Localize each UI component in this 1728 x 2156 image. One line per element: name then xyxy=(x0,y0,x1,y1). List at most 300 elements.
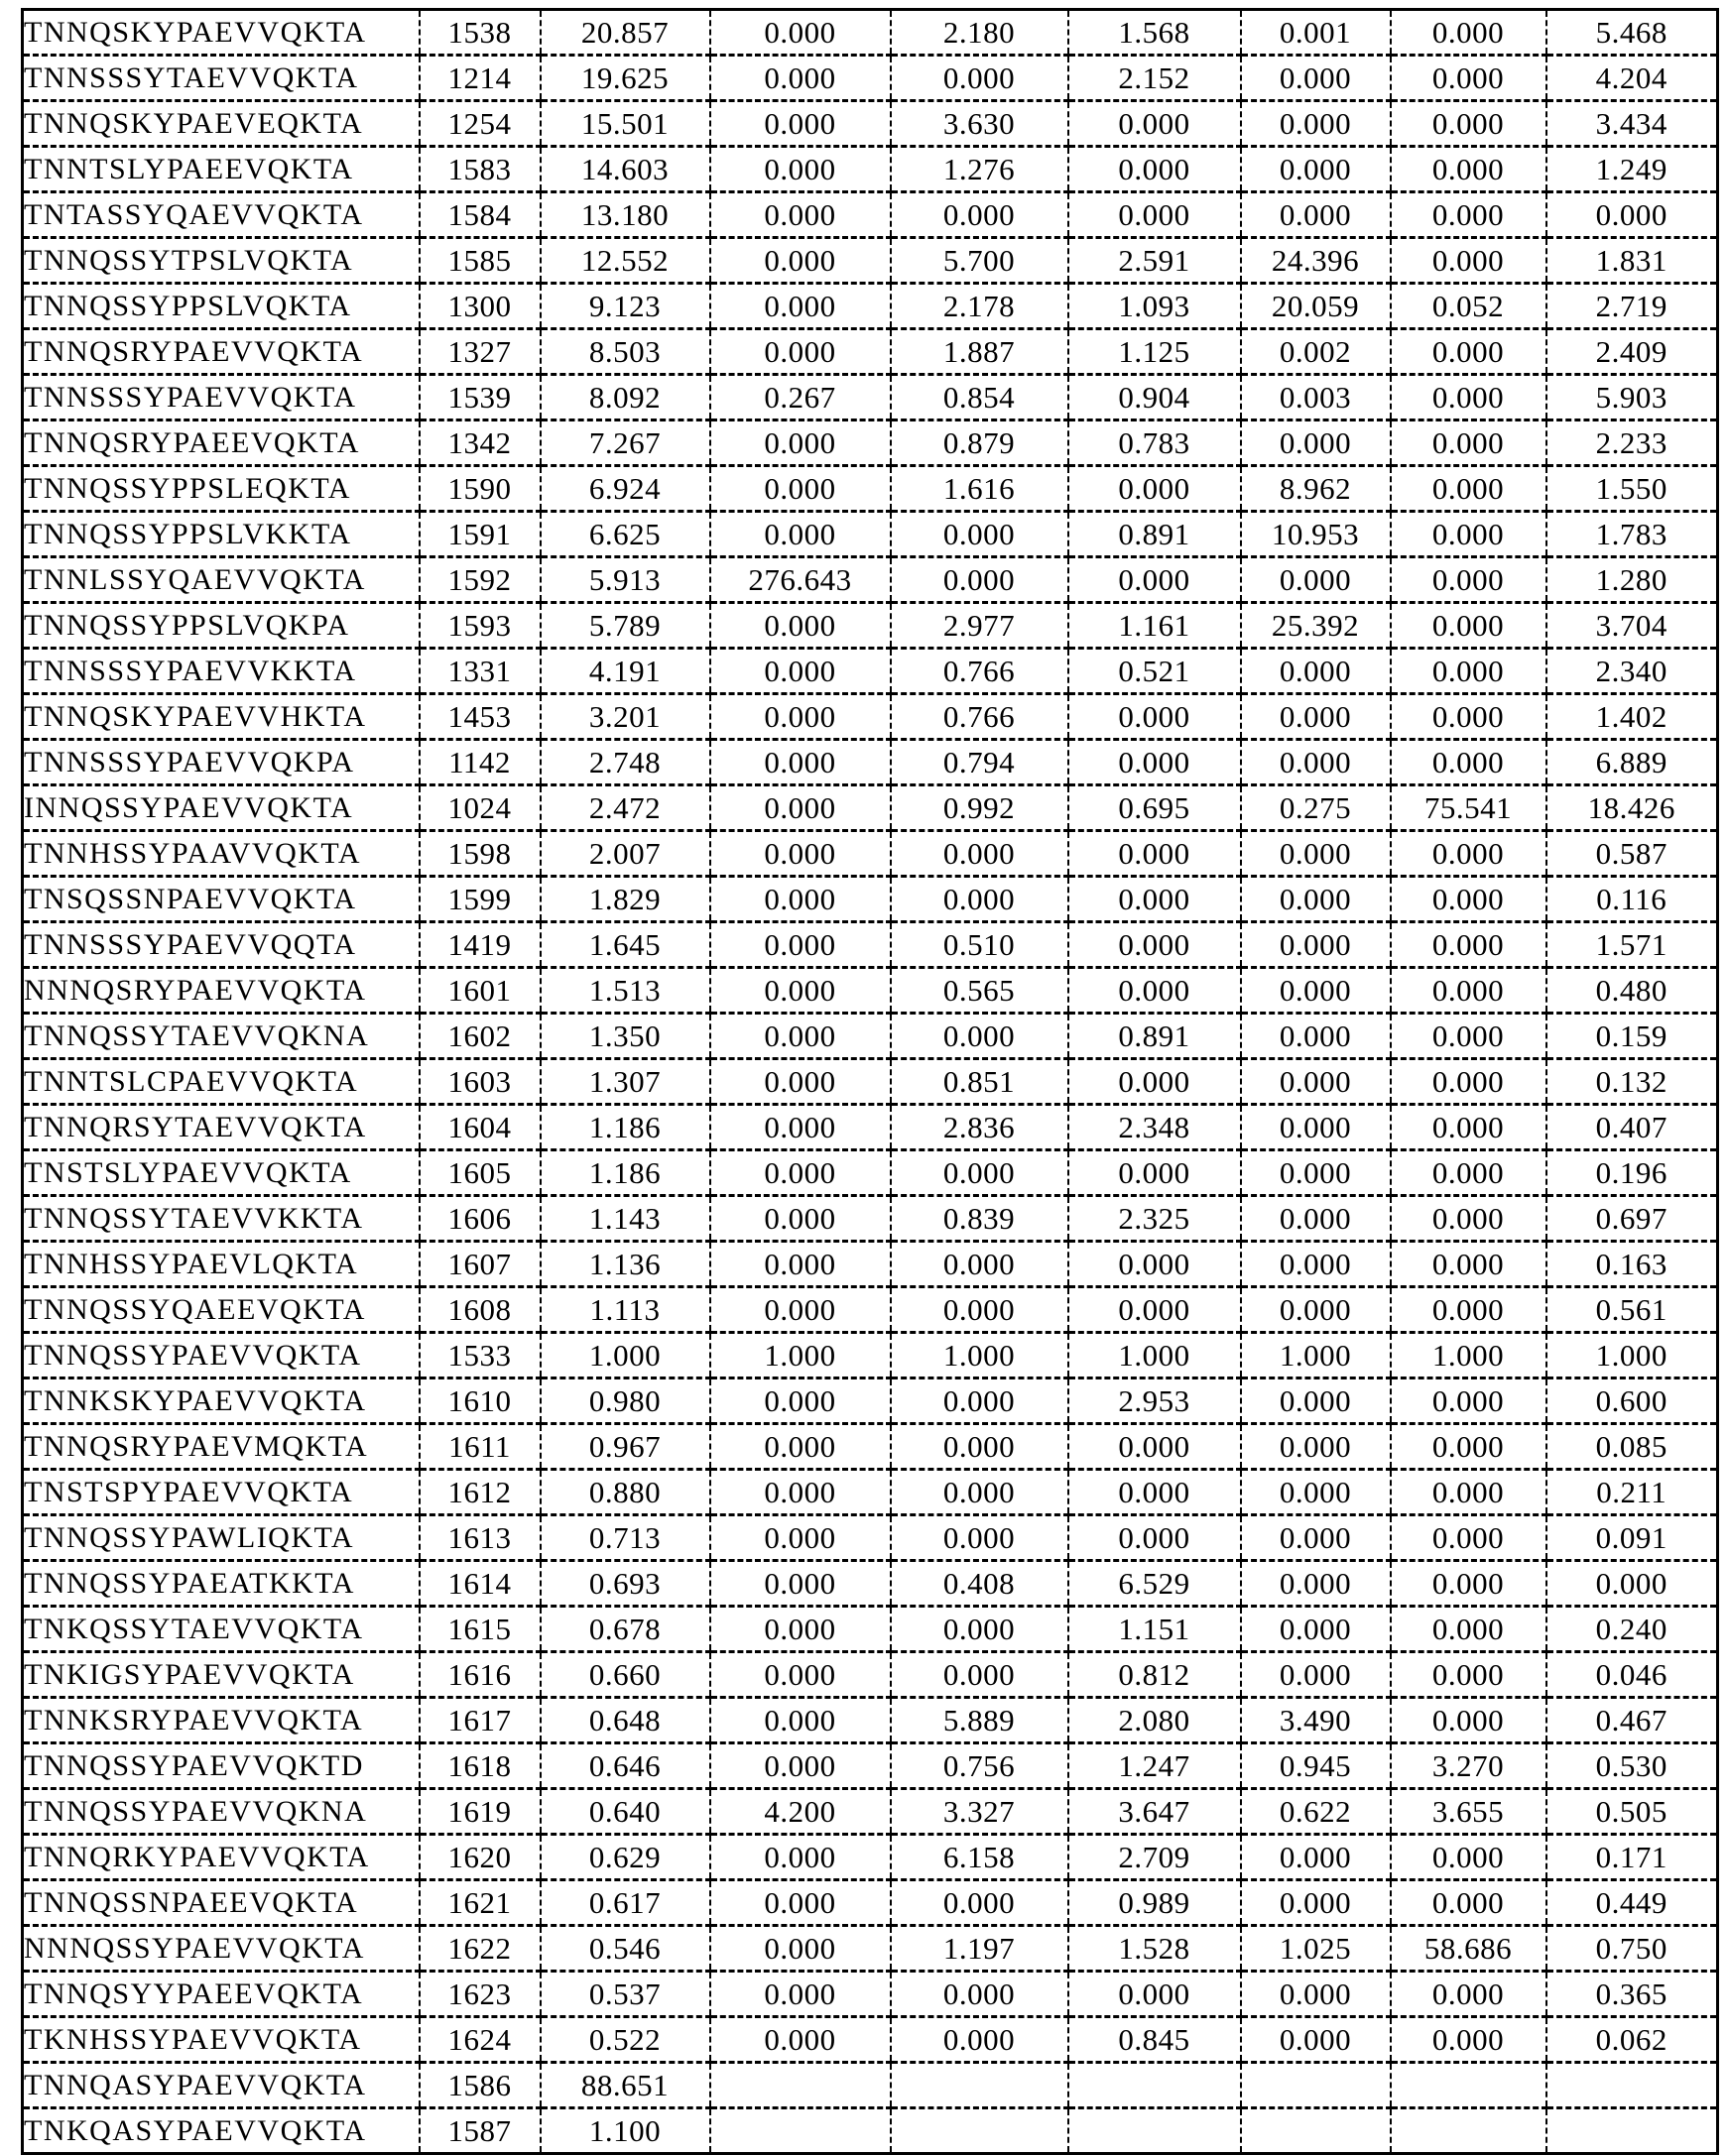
value-cell: 0.989 xyxy=(1068,1880,1241,1926)
value-cell: 0.000 xyxy=(1068,557,1241,603)
table-row xyxy=(23,192,1718,238)
sequence-cell: TNNQSSYPAWLIQKTA xyxy=(23,1515,420,1561)
table-row xyxy=(23,1515,1718,1561)
table-row xyxy=(23,877,1718,922)
value-cell xyxy=(891,2108,1068,2154)
value-cell: 1.568 xyxy=(1068,10,1241,56)
value-cell: 0.000 xyxy=(1068,466,1241,512)
value-cell: 0.000 xyxy=(1068,968,1241,1014)
sequence-cell: NNNQSSYPAEVVQKTA xyxy=(23,1926,420,1972)
value-cell: 0.000 xyxy=(1391,1561,1546,1607)
value-cell: 0.480 xyxy=(1546,968,1718,1014)
sequence-cell: TNNHSSYPAAVVQKTA xyxy=(23,831,420,877)
clone-id-cell: 1620 xyxy=(420,1835,541,1880)
value-cell: 0.000 xyxy=(1391,1059,1546,1105)
sequence-cell: TNKQSSYTAEVVQKTA xyxy=(23,1607,420,1652)
value-cell: 8.503 xyxy=(541,329,710,375)
sequence-cell: TNNQSSYQAEEVQKTA xyxy=(23,1287,420,1333)
value-cell: 0.000 xyxy=(710,284,891,329)
value-cell: 0.000 xyxy=(1068,694,1241,740)
value-cell: 0.693 xyxy=(541,1561,710,1607)
value-cell: 0.000 xyxy=(710,1059,891,1105)
value-cell: 75.541 xyxy=(1391,785,1546,831)
value-cell: 1.247 xyxy=(1068,1743,1241,1789)
value-cell: 0.646 xyxy=(541,1743,710,1789)
table-row xyxy=(23,147,1718,192)
value-cell: 0.000 xyxy=(1068,1150,1241,1196)
value-cell: 1.783 xyxy=(1546,512,1718,557)
value-cell: 2.836 xyxy=(891,1105,1068,1150)
value-cell: 0.640 xyxy=(541,1789,710,1835)
value-cell: 0.678 xyxy=(541,1607,710,1652)
value-cell: 0.000 xyxy=(891,1378,1068,1424)
value-cell: 0.660 xyxy=(541,1652,710,1698)
value-cell: 0.000 xyxy=(710,329,891,375)
table-row xyxy=(23,740,1718,785)
value-cell: 0.000 xyxy=(891,1287,1068,1333)
table-row xyxy=(23,1150,1718,1196)
value-cell: 1.276 xyxy=(891,147,1068,192)
clone-id-cell: 1419 xyxy=(420,922,541,968)
value-cell: 0.000 xyxy=(1391,1378,1546,1424)
value-cell: 0.713 xyxy=(541,1515,710,1561)
sequence-cell: TNNQSKYPAEVVQKTA xyxy=(23,10,420,56)
table-row xyxy=(23,284,1718,329)
value-cell: 0.000 xyxy=(710,1698,891,1743)
sequence-cell: TNNQSRYPAEEVQKTA xyxy=(23,420,420,466)
table-row xyxy=(23,1287,1718,1333)
value-cell: 0.000 xyxy=(1391,375,1546,420)
value-cell: 18.426 xyxy=(1546,785,1718,831)
value-cell: 0.000 xyxy=(1241,740,1391,785)
value-cell: 0.000 xyxy=(1391,968,1546,1014)
value-cell: 3.704 xyxy=(1546,603,1718,649)
value-cell xyxy=(891,2063,1068,2108)
value-cell: 3.490 xyxy=(1241,1698,1391,1743)
value-cell: 0.000 xyxy=(1241,1652,1391,1698)
value-cell: 0.000 xyxy=(710,512,891,557)
value-cell: 0.000 xyxy=(1068,1424,1241,1470)
value-cell: 2.152 xyxy=(1068,56,1241,101)
value-cell: 0.000 xyxy=(1391,649,1546,694)
value-cell: 0.000 xyxy=(1391,10,1546,56)
value-cell: 0.648 xyxy=(541,1698,710,1743)
value-cell: 1.025 xyxy=(1241,1926,1391,1972)
value-cell: 2.953 xyxy=(1068,1378,1241,1424)
value-cell: 0.003 xyxy=(1241,375,1391,420)
value-cell: 0.750 xyxy=(1546,1926,1718,1972)
value-cell: 0.766 xyxy=(891,649,1068,694)
value-cell: 2.409 xyxy=(1546,329,1718,375)
value-cell: 1.307 xyxy=(541,1059,710,1105)
clone-id-cell: 1024 xyxy=(420,785,541,831)
sequence-cell: TNSTSPYPAEVVQKTA xyxy=(23,1470,420,1515)
value-cell: 3.327 xyxy=(891,1789,1068,1835)
value-cell: 0.000 xyxy=(710,740,891,785)
table-row xyxy=(23,785,1718,831)
value-cell: 0.000 xyxy=(891,831,1068,877)
table-row xyxy=(23,10,1718,56)
value-cell: 1.000 xyxy=(1068,1333,1241,1378)
value-cell: 3.647 xyxy=(1068,1789,1241,1835)
sequence-cell: TNNTSLYPAEEVQKTA xyxy=(23,147,420,192)
value-cell: 0.000 xyxy=(1241,101,1391,147)
value-cell: 0.000 xyxy=(710,1287,891,1333)
value-cell: 5.789 xyxy=(541,603,710,649)
value-cell: 24.396 xyxy=(1241,238,1391,284)
clone-id-cell: 1538 xyxy=(420,10,541,56)
clone-id-cell: 1623 xyxy=(420,1972,541,2017)
clone-id-cell: 1602 xyxy=(420,1014,541,1059)
value-cell: 0.000 xyxy=(1241,420,1391,466)
value-cell: 0.002 xyxy=(1241,329,1391,375)
sequence-cell: TNNQSSYPAEVVQKTA xyxy=(23,1333,420,1378)
clone-id-cell: 1533 xyxy=(420,1333,541,1378)
value-cell: 0.505 xyxy=(1546,1789,1718,1835)
value-cell: 2.080 xyxy=(1068,1698,1241,1743)
value-cell: 0.000 xyxy=(1546,1561,1718,1607)
value-cell: 0.000 xyxy=(1241,1880,1391,1926)
table-row xyxy=(23,922,1718,968)
value-cell: 0.000 xyxy=(1391,603,1546,649)
value-cell: 0.622 xyxy=(1241,1789,1391,1835)
value-cell: 2.719 xyxy=(1546,284,1718,329)
table-row xyxy=(23,1242,1718,1287)
clone-id-cell: 1619 xyxy=(420,1789,541,1835)
value-cell: 0.000 xyxy=(710,1880,891,1926)
value-cell: 0.000 xyxy=(1068,101,1241,147)
value-cell: 0.000 xyxy=(1391,238,1546,284)
value-cell: 0.000 xyxy=(710,1835,891,1880)
value-cell: 0.000 xyxy=(710,1607,891,1652)
value-cell xyxy=(1546,2108,1718,2154)
table-row xyxy=(23,238,1718,284)
value-cell: 0.000 xyxy=(891,557,1068,603)
value-cell: 1.831 xyxy=(1546,238,1718,284)
value-cell: 0.000 xyxy=(891,877,1068,922)
value-cell: 25.392 xyxy=(1241,603,1391,649)
value-cell: 0.000 xyxy=(1391,1698,1546,1743)
value-cell: 2.007 xyxy=(541,831,710,877)
value-cell: 5.913 xyxy=(541,557,710,603)
table-row xyxy=(23,466,1718,512)
value-cell: 0.000 xyxy=(1391,101,1546,147)
value-cell: 0.000 xyxy=(1391,420,1546,466)
value-cell: 0.000 xyxy=(710,10,891,56)
value-cell: 0.565 xyxy=(891,968,1068,1014)
value-cell: 0.000 xyxy=(1391,1607,1546,1652)
table-row xyxy=(23,1880,1718,1926)
value-cell xyxy=(1241,2063,1391,2108)
table-row xyxy=(23,2063,1718,2108)
value-cell: 0.000 xyxy=(1391,1470,1546,1515)
value-cell: 0.812 xyxy=(1068,1652,1241,1698)
value-cell: 1.550 xyxy=(1546,466,1718,512)
table-row xyxy=(23,968,1718,1014)
value-cell xyxy=(1068,2063,1241,2108)
value-cell: 0.000 xyxy=(1391,877,1546,922)
sequence-cell: TNNSSSYTAEVVQKTA xyxy=(23,56,420,101)
clone-id-cell: 1584 xyxy=(420,192,541,238)
clone-id-cell: 1342 xyxy=(420,420,541,466)
sequence-cell: TNNSSSYPAEVVKKTA xyxy=(23,649,420,694)
value-cell: 0.000 xyxy=(1391,1014,1546,1059)
value-cell: 0.000 xyxy=(1068,740,1241,785)
value-cell: 2.233 xyxy=(1546,420,1718,466)
table-row xyxy=(23,512,1718,557)
sequence-cell: TNKQASYPAEVVQKTA xyxy=(23,2108,420,2154)
clone-id-cell: 1586 xyxy=(420,2063,541,2108)
value-cell: 0.001 xyxy=(1241,10,1391,56)
value-cell: 0.159 xyxy=(1546,1014,1718,1059)
value-cell: 6.924 xyxy=(541,466,710,512)
value-cell: 0.407 xyxy=(1546,1105,1718,1150)
value-cell: 0.000 xyxy=(1391,1287,1546,1333)
value-cell: 0.000 xyxy=(891,1424,1068,1470)
value-cell: 0.904 xyxy=(1068,375,1241,420)
value-cell: 0.000 xyxy=(710,968,891,1014)
value-cell: 0.000 xyxy=(1241,1424,1391,1470)
value-cell: 13.180 xyxy=(541,192,710,238)
value-cell: 0.000 xyxy=(1241,1105,1391,1150)
value-cell: 0.267 xyxy=(710,375,891,420)
value-cell: 20.857 xyxy=(541,10,710,56)
clone-id-cell: 1614 xyxy=(420,1561,541,1607)
value-cell: 0.275 xyxy=(1241,785,1391,831)
value-cell: 2.325 xyxy=(1068,1196,1241,1242)
sequence-cell: TNNQASYPAEVVQKTA xyxy=(23,2063,420,2108)
sequence-cell: TNNQSSYTAEVVKKTA xyxy=(23,1196,420,1242)
sequence-cell: TNNQSSYPAEVVQKNA xyxy=(23,1789,420,1835)
table-row xyxy=(23,1743,1718,1789)
value-cell: 4.191 xyxy=(541,649,710,694)
value-cell: 0.365 xyxy=(1546,1972,1718,2017)
value-cell: 6.625 xyxy=(541,512,710,557)
value-cell: 0.697 xyxy=(1546,1196,1718,1242)
value-cell xyxy=(1241,2108,1391,2154)
table-row xyxy=(23,1424,1718,1470)
value-cell: 0.000 xyxy=(710,694,891,740)
clone-id-cell: 1607 xyxy=(420,1242,541,1287)
value-cell: 0.000 xyxy=(1068,1515,1241,1561)
table-row xyxy=(23,101,1718,147)
value-cell: 0.000 xyxy=(891,56,1068,101)
value-cell: 88.651 xyxy=(541,2063,710,2108)
value-cell: 0.000 xyxy=(1391,192,1546,238)
value-cell: 1.350 xyxy=(541,1014,710,1059)
value-cell: 0.000 xyxy=(1391,147,1546,192)
table-row xyxy=(23,1378,1718,1424)
table-row xyxy=(23,1333,1718,1378)
value-cell: 0.000 xyxy=(1391,1515,1546,1561)
clone-id-cell: 1624 xyxy=(420,2017,541,2063)
value-cell: 1.280 xyxy=(1546,557,1718,603)
clone-id-cell: 1254 xyxy=(420,101,541,147)
clone-id-cell: 1583 xyxy=(420,147,541,192)
value-cell: 1.136 xyxy=(541,1242,710,1287)
sequence-cell: TNNQSSYTPSLVQKTA xyxy=(23,238,420,284)
value-cell: 0.000 xyxy=(1241,56,1391,101)
value-cell: 0.000 xyxy=(891,1515,1068,1561)
value-cell: 0.522 xyxy=(541,2017,710,2063)
table-row xyxy=(23,1607,1718,1652)
clone-id-cell: 1142 xyxy=(420,740,541,785)
value-cell: 0.000 xyxy=(1391,466,1546,512)
value-cell: 0.561 xyxy=(1546,1287,1718,1333)
value-cell: 1.186 xyxy=(541,1105,710,1150)
peptide-table-body xyxy=(23,10,1718,2154)
value-cell: 276.643 xyxy=(710,557,891,603)
value-cell: 0.000 xyxy=(710,1926,891,1972)
value-cell: 0.000 xyxy=(891,1150,1068,1196)
value-cell xyxy=(710,2063,891,2108)
clone-id-cell: 1615 xyxy=(420,1607,541,1652)
sequence-cell: TNNQSSYPAEVVQKTD xyxy=(23,1743,420,1789)
value-cell: 6.529 xyxy=(1068,1561,1241,1607)
sequence-cell: TNSTSLYPAEVVQKTA xyxy=(23,1150,420,1196)
value-cell xyxy=(1068,2108,1241,2154)
value-cell: 0.240 xyxy=(1546,1607,1718,1652)
value-cell: 1.100 xyxy=(541,2108,710,2154)
value-cell: 1.143 xyxy=(541,1196,710,1242)
value-cell: 0.000 xyxy=(1241,1196,1391,1242)
clone-id-cell: 1593 xyxy=(420,603,541,649)
value-cell: 2.977 xyxy=(891,603,1068,649)
value-cell: 0.851 xyxy=(891,1059,1068,1105)
value-cell: 0.000 xyxy=(710,1014,891,1059)
clone-id-cell: 1591 xyxy=(420,512,541,557)
value-cell: 0.062 xyxy=(1546,2017,1718,2063)
value-cell: 1.000 xyxy=(1391,1333,1546,1378)
sequence-cell: TNTASSYQAEVVQKTA xyxy=(23,192,420,238)
value-cell: 0.000 xyxy=(891,1242,1068,1287)
clone-id-cell: 1601 xyxy=(420,968,541,1014)
table-row xyxy=(23,1105,1718,1150)
value-cell: 0.880 xyxy=(541,1470,710,1515)
value-cell: 0.046 xyxy=(1546,1652,1718,1698)
value-cell: 1.000 xyxy=(1241,1333,1391,1378)
clone-id-cell: 1327 xyxy=(420,329,541,375)
value-cell: 0.408 xyxy=(891,1561,1068,1607)
value-cell: 0.000 xyxy=(710,420,891,466)
value-cell: 0.000 xyxy=(1068,1059,1241,1105)
value-cell: 2.178 xyxy=(891,284,1068,329)
sequence-cell: TKNHSSYPAEVVQKTA xyxy=(23,2017,420,2063)
value-cell: 3.434 xyxy=(1546,101,1718,147)
value-cell: 1.528 xyxy=(1068,1926,1241,1972)
sequence-cell: INNQSSYPAEVVQKTA xyxy=(23,785,420,831)
clone-id-cell: 1592 xyxy=(420,557,541,603)
value-cell: 0.000 xyxy=(1068,831,1241,877)
clone-id-cell: 1613 xyxy=(420,1515,541,1561)
peptide-table xyxy=(21,8,1719,2155)
value-cell: 0.000 xyxy=(710,1515,891,1561)
value-cell: 0.000 xyxy=(1241,649,1391,694)
value-cell: 0.000 xyxy=(710,1378,891,1424)
value-cell: 5.889 xyxy=(891,1698,1068,1743)
table-row xyxy=(23,649,1718,694)
clone-id-cell: 1611 xyxy=(420,1424,541,1470)
value-cell: 0.000 xyxy=(1391,831,1546,877)
clone-id-cell: 1622 xyxy=(420,1926,541,1972)
value-cell: 0.052 xyxy=(1391,284,1546,329)
table-row xyxy=(23,2017,1718,2063)
value-cell: 0.967 xyxy=(541,1424,710,1470)
value-cell: 0.000 xyxy=(710,1105,891,1150)
sequence-cell: TNNQSSNPAEEVQKTA xyxy=(23,1880,420,1926)
sequence-cell: NNNQSRYPAEVVQKTA xyxy=(23,968,420,1014)
value-cell: 0.629 xyxy=(541,1835,710,1880)
value-cell: 0.879 xyxy=(891,420,1068,466)
clone-id-cell: 1590 xyxy=(420,466,541,512)
value-cell: 1.000 xyxy=(891,1333,1068,1378)
clone-id-cell: 1610 xyxy=(420,1378,541,1424)
value-cell: 0.196 xyxy=(1546,1150,1718,1196)
value-cell: 3.201 xyxy=(541,694,710,740)
value-cell: 0.000 xyxy=(1241,1607,1391,1652)
value-cell: 0.000 xyxy=(891,2017,1068,2063)
sequence-cell: TNNQSKYPAEVEQKTA xyxy=(23,101,420,147)
value-cell: 19.625 xyxy=(541,56,710,101)
value-cell: 0.000 xyxy=(1391,2017,1546,2063)
clone-id-cell: 1214 xyxy=(420,56,541,101)
value-cell: 0.000 xyxy=(1391,1242,1546,1287)
value-cell: 0.000 xyxy=(710,56,891,101)
value-cell: 0.546 xyxy=(541,1926,710,1972)
clone-id-cell: 1539 xyxy=(420,375,541,420)
clone-id-cell: 1605 xyxy=(420,1150,541,1196)
value-cell: 2.748 xyxy=(541,740,710,785)
value-cell: 0.000 xyxy=(1068,1470,1241,1515)
value-cell: 3.270 xyxy=(1391,1743,1546,1789)
sequence-cell: TNNQSSYPAEATKKTA xyxy=(23,1561,420,1607)
value-cell: 0.000 xyxy=(710,1561,891,1607)
value-cell: 1.186 xyxy=(541,1150,710,1196)
value-cell: 0.766 xyxy=(891,694,1068,740)
value-cell: 0.000 xyxy=(891,1607,1068,1652)
value-cell: 0.000 xyxy=(710,1972,891,2017)
value-cell xyxy=(1391,2108,1546,2154)
value-cell: 0.000 xyxy=(891,192,1068,238)
value-cell: 1.829 xyxy=(541,877,710,922)
value-cell: 1.197 xyxy=(891,1926,1068,1972)
sequence-cell: TNNQSKYPAEVVHKTA xyxy=(23,694,420,740)
table-row xyxy=(23,557,1718,603)
table-row xyxy=(23,694,1718,740)
value-cell: 0.000 xyxy=(1391,1105,1546,1150)
value-cell: 1.000 xyxy=(1546,1333,1718,1378)
value-cell: 0.000 xyxy=(1391,557,1546,603)
table-row xyxy=(23,1698,1718,1743)
value-cell: 5.700 xyxy=(891,238,1068,284)
value-cell: 2.472 xyxy=(541,785,710,831)
value-cell: 0.000 xyxy=(1068,922,1241,968)
value-cell: 0.587 xyxy=(1546,831,1718,877)
value-cell: 0.000 xyxy=(710,1424,891,1470)
value-cell: 0.000 xyxy=(710,1652,891,1698)
value-cell: 0.891 xyxy=(1068,1014,1241,1059)
sequence-cell: TNNSSSYPAEVVQQTA xyxy=(23,922,420,968)
value-cell: 0.783 xyxy=(1068,420,1241,466)
value-cell: 0.000 xyxy=(710,238,891,284)
value-cell: 0.000 xyxy=(1241,831,1391,877)
value-cell: 1.125 xyxy=(1068,329,1241,375)
value-cell: 0.891 xyxy=(1068,512,1241,557)
sequence-cell: TNNQRKYPAEVVQKTA xyxy=(23,1835,420,1880)
value-cell: 0.000 xyxy=(891,512,1068,557)
sequence-cell: TNNHSSYPAEVLQKTA xyxy=(23,1242,420,1287)
value-cell: 0.000 xyxy=(1241,557,1391,603)
